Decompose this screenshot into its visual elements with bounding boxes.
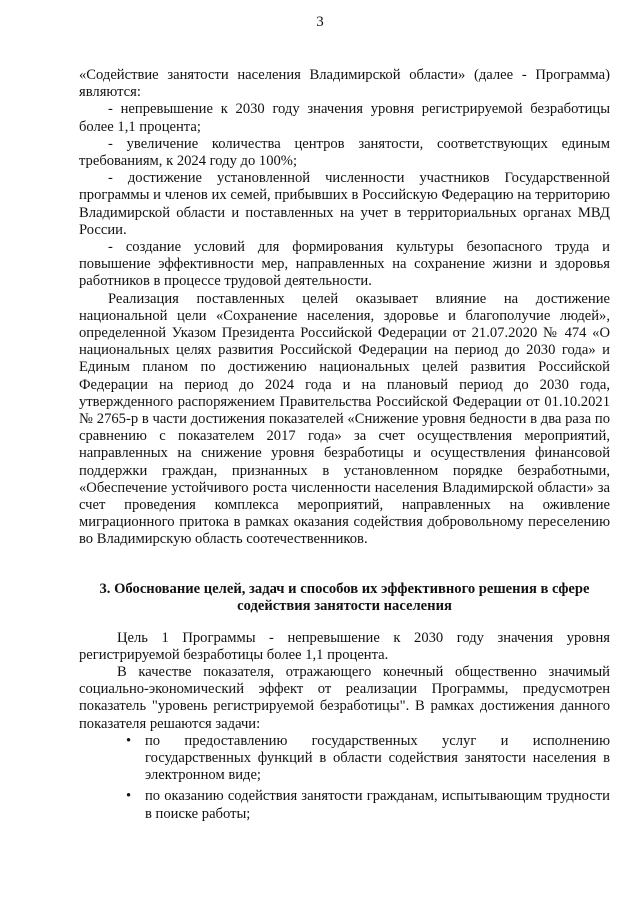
page-content <box>79 67 610 827</box>
section-3 <box>79 581 610 823</box>
task-text: по оказанию содействия занятости гражданам, испытывающим трудности в поиске работы; <box>145 788 610 822</box>
goal-item-4: - создание условий для формирования культуры безопасного труда и повышение эффективности мер, направленных на сохранение жизни и здоровья работников в процессе трудовой деятельности. <box>79 239 610 290</box>
task-text: по предоставлению государственных услуг и исполнению государственных функций в области содействия занятости населения в электронном виде; <box>145 732 610 784</box>
bullet-icon: • <box>126 732 132 749</box>
list-item <box>79 788 610 822</box>
indicator-paragraph: В качестве показателя, отражающего конечный общественно значимый социально-экономический эффект от реализации Программы, предусмотрен показатель "уровень регистрируемой безработицы". В рамках достижения данного показателя решаются задачи: <box>79 663 610 732</box>
goal-1-paragraph: Цель 1 Программы - непревышение к 2030 году значения уровня регистрируемой безработицы более 1,1 процента. <box>79 629 610 663</box>
goal-item-1: - непревышение к 2030 году значения уровня регистрируемой безработицы более 1,1 процента; <box>79 101 610 135</box>
list-item <box>79 733 610 785</box>
task-list <box>79 733 610 823</box>
implementation-paragraph: Реализация поставленных целей оказывает влияние на достижение национальной цели «Сохранение населения, здоровье и благополучие людей», определенной Указом Президента Российской Федерации от 21.07.2020 № 474 «О национальных целях развития Российской Федерации на период до 2030 года» и Единым планом по достижению национальных целей развития Российской Федерации на период до 2024 года и на плановый период до 2030 года, утвержденного распоряжением Правительства Российской Федерации от 01.10.2021 № 2765-р в части достижения показателей «Снижение уровня бедности в два раза по сравнению с показателем 2017 года» за счет осуществления мероприятий, направленных на снижение уровня безработицы и осуществления финансовой поддержки граждан, признанных в установленном порядке безработными, «Обеспечение устойчивого роста численности населения Владимирской области» за счет проведения комплекса мероприятий, направленных на оживление миграционного притока в рамках оказания содействия добровольному переселению во Владимирскую область соотечественников. <box>79 290 610 548</box>
goal-item-3: - достижение установленной численности участников Государственной программы и членов их семей, прибывших в Российскую Федерацию на территорию Владимирской области и поставленных на учет в территориальных органах МВД России. <box>79 170 610 238</box>
section-heading: 3. Обоснование целей, задач и способов их эффективного решения в сфере содействия занятости населения <box>99 580 590 615</box>
intro-paragraph: «Содействие занятости населения Владимирской области» (далее - Программа) являются: <box>79 67 610 101</box>
page-number: 3 <box>316 14 324 30</box>
bullet-icon: • <box>126 788 132 805</box>
goal-item-2: - увеличение количества центров занятости, соответствующих единым требованиям, к 2024 году до 100%; <box>79 135 610 170</box>
